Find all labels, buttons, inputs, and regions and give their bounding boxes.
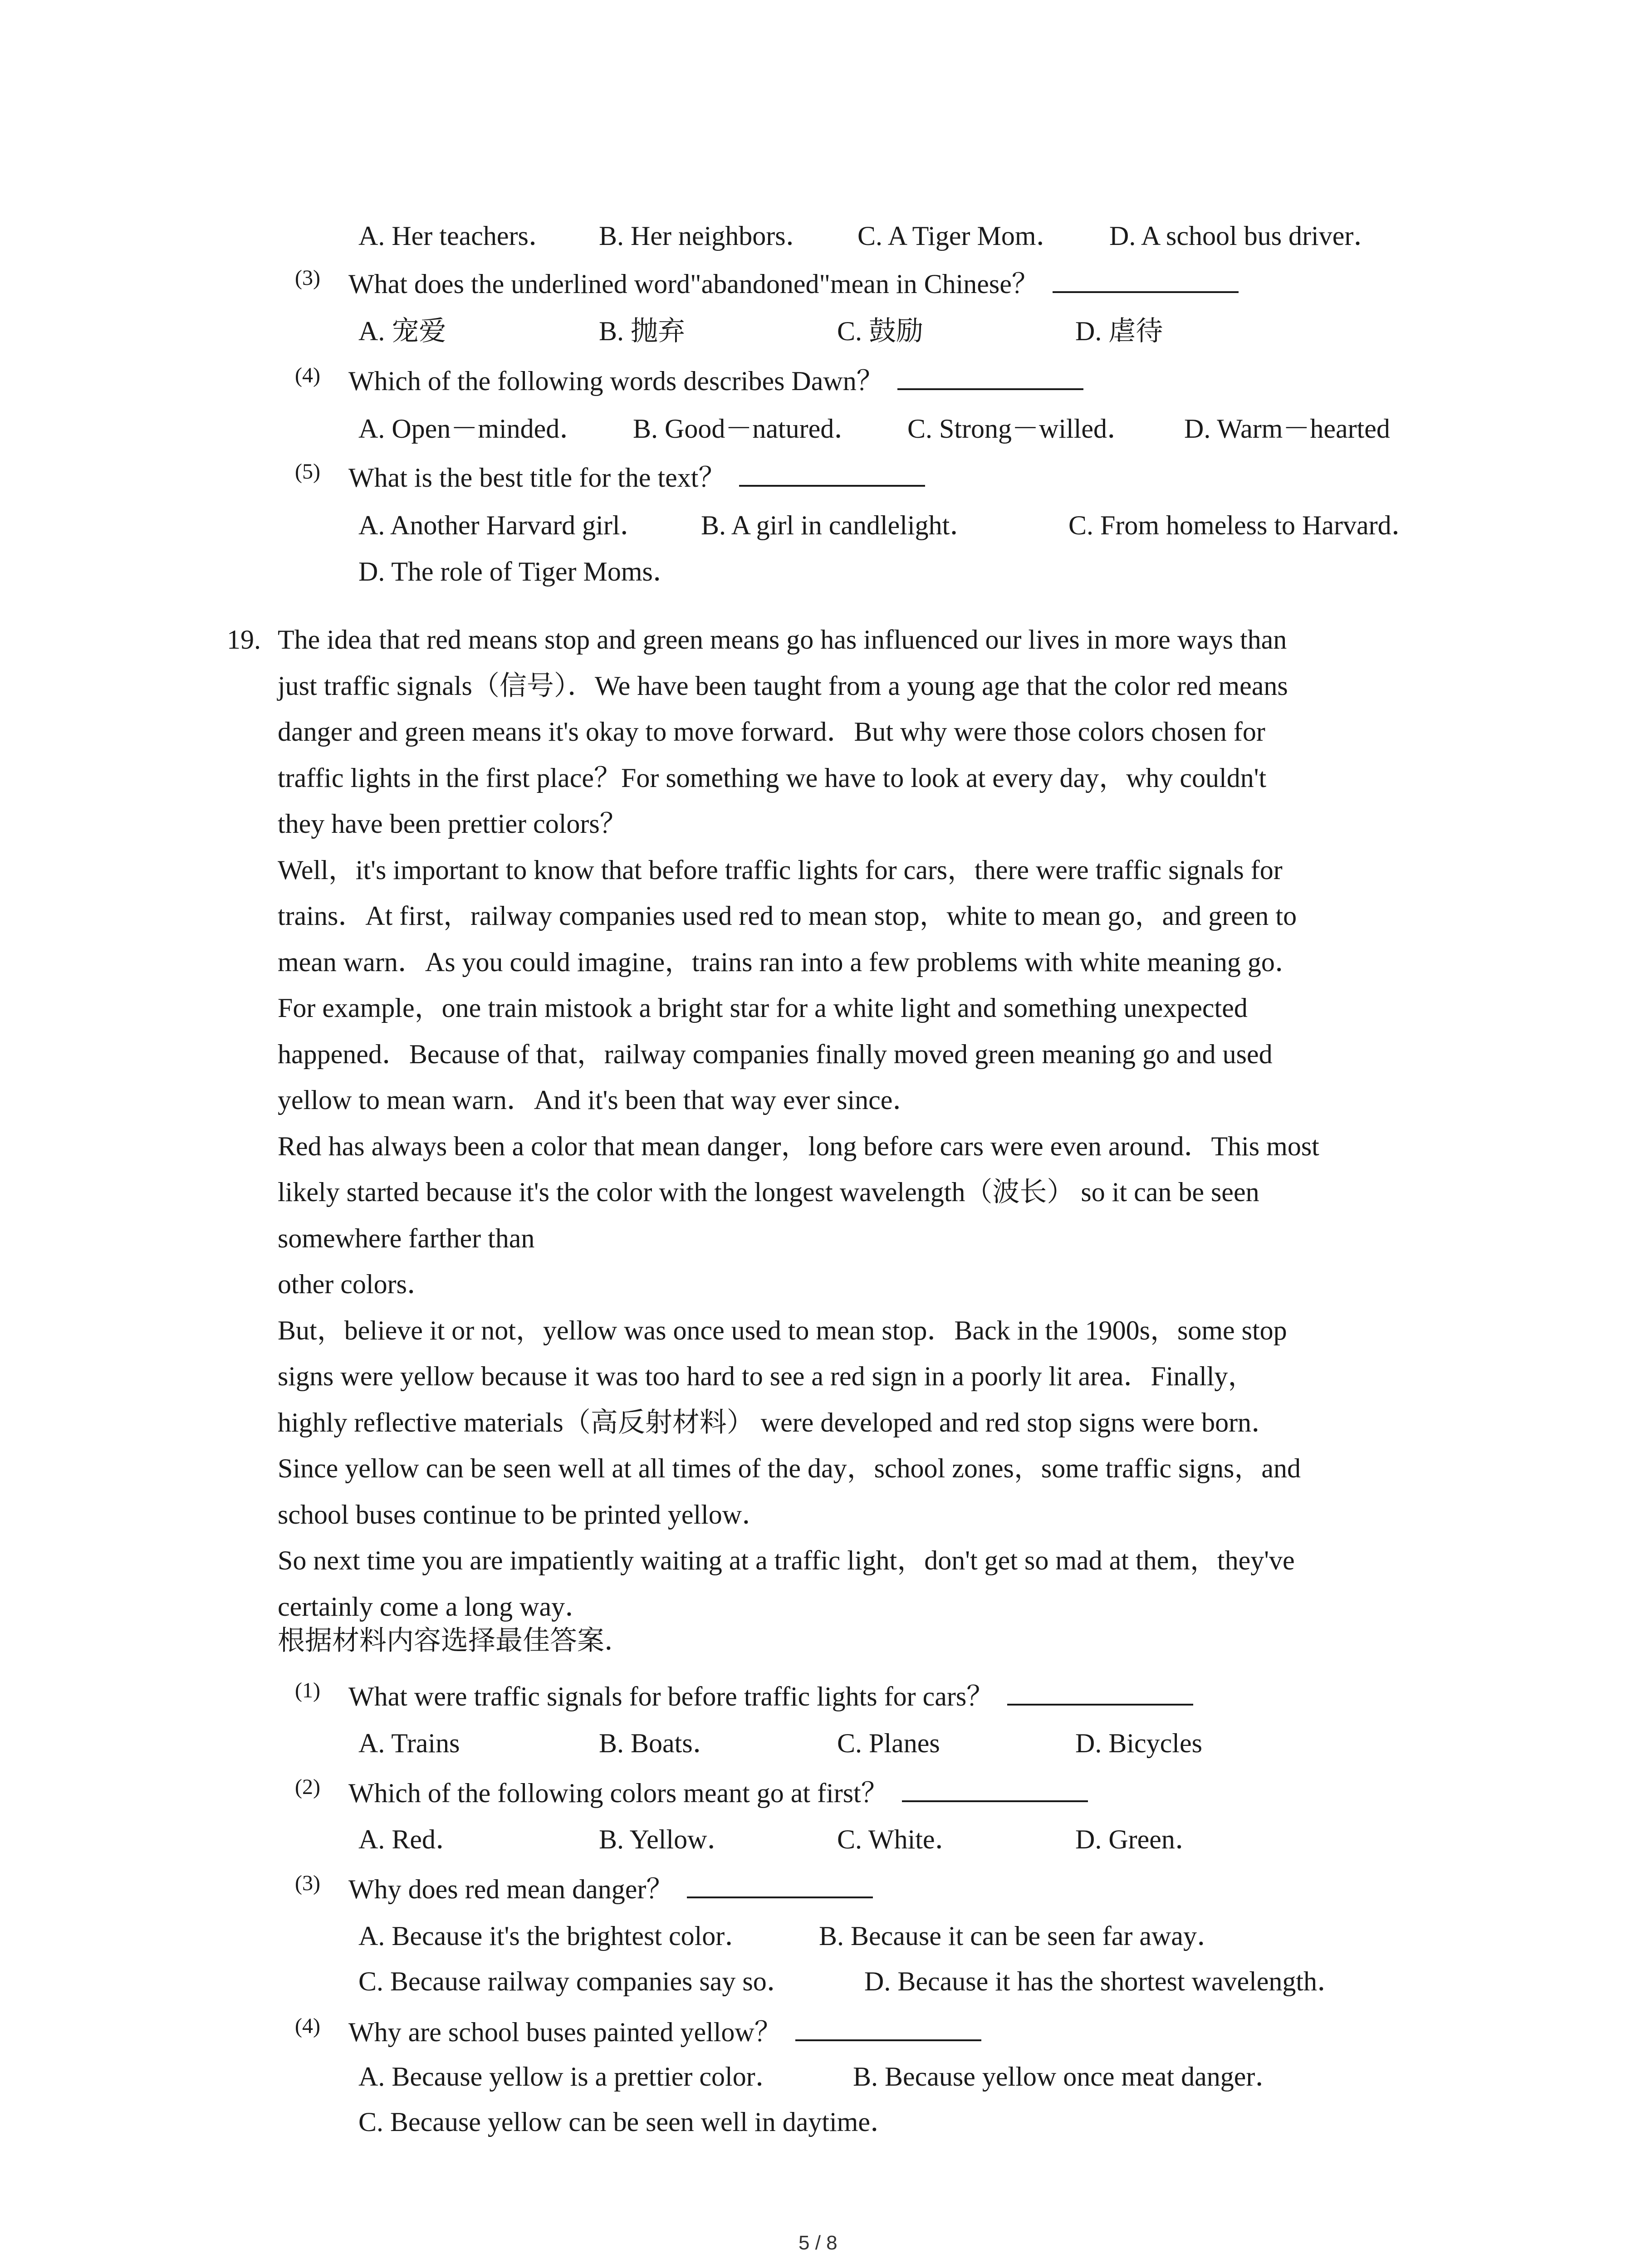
q19-passage-line: somewhere farther than bbox=[278, 1223, 535, 1253]
q18-2-option-c: C. A Tiger Mom． bbox=[857, 221, 1063, 251]
q19-passage-line: yellow to mean warn．And it's been that way ever since． bbox=[278, 1085, 920, 1115]
q18-4-number: (4) bbox=[295, 363, 320, 387]
q19-passage-line: signs were yellow because it was too hard to see a red sign in a poorly lit area．Finally， bbox=[278, 1361, 1255, 1391]
q19-passage-line: likely started because it's the color with the longest wavelength（波长） so it can be seen bbox=[278, 1177, 1259, 1207]
q19-passage-line: certainly come a long way． bbox=[278, 1592, 593, 1622]
q19-passage-line: they have been prettier colors？ bbox=[278, 809, 627, 839]
q18-5-text: What is the best title for the text？ bbox=[348, 463, 726, 493]
q19-3-option-b: B. Because it can be seen far away． bbox=[819, 1921, 1224, 1951]
q19-3-option-d: D. Because it has the shortest wavelength． bbox=[864, 1966, 1345, 1996]
q19-passage-line: Well，it's important to know that before traffic lights for cars，there were traffic signals for bbox=[278, 855, 1283, 885]
q18-3-number: (3) bbox=[295, 266, 320, 290]
q19-passage-line: just traffic signals（信号）．We have been taught from a young age that the color red means bbox=[278, 671, 1288, 701]
q19-3-answer-blank[interactable] bbox=[687, 1874, 873, 1898]
q18-3-answer-blank[interactable] bbox=[1053, 269, 1239, 293]
q18-4-option-c: C. Strong－willed． bbox=[907, 414, 1135, 444]
q18-2-option-d: D. A school bus driver． bbox=[1109, 221, 1381, 251]
q19-2-option-b: B. Yellow． bbox=[599, 1824, 735, 1854]
q18-3-text: What does the underlined word"abandoned"mean in Chinese？ bbox=[348, 269, 1039, 299]
q19-2-question bbox=[348, 1770, 1088, 1816]
q19-passage-line: highly reflective materials（高反射材料） were developed and red stop signs were born． bbox=[278, 1408, 1279, 1437]
q18-2-option-b: B. Her neighbors． bbox=[599, 221, 813, 251]
q19-1-option-d: D. Bicycles bbox=[1075, 1728, 1202, 1758]
q18-3-option-d: D. 虐待 bbox=[1075, 316, 1163, 346]
q19-instruction: 根据材料内容选择最佳答案． bbox=[278, 1626, 632, 1656]
q19-number: 19. bbox=[227, 625, 261, 655]
q18-3-option-b: B. 抛弃 bbox=[599, 316, 686, 346]
q19-passage-line: school buses continue to be printed yellow． bbox=[278, 1500, 769, 1530]
q19-1-number: (1) bbox=[295, 1678, 320, 1702]
q19-passage-line: mean warn．As you could imagine，trains ran into a few problems with white meaning go． bbox=[278, 947, 1302, 977]
q18-5-question bbox=[348, 455, 925, 500]
q18-5-option-c: C. From homeless to Harvard． bbox=[1068, 510, 1419, 540]
q18-4-answer-blank[interactable] bbox=[897, 366, 1083, 390]
q19-4-number: (4) bbox=[295, 2014, 320, 2038]
q19-4-answer-blank[interactable] bbox=[795, 2017, 981, 2041]
q19-2-answer-blank[interactable] bbox=[902, 1778, 1088, 1802]
q18-5-option-d: D. The role of Tiger Moms． bbox=[358, 557, 680, 587]
q19-1-option-c: C. Planes bbox=[837, 1728, 940, 1758]
q19-4-option-b: B. Because yellow once meat danger． bbox=[853, 2062, 1283, 2092]
page-number: 5 / 8 bbox=[798, 2232, 838, 2254]
q18-5-answer-blank[interactable] bbox=[739, 462, 925, 487]
q19-passage-line: For example，one train mistook a bright star for a white light and something unexpected bbox=[278, 993, 1248, 1023]
q18-4-option-b: B. Good－natured． bbox=[633, 414, 862, 444]
q19-1-option-a: A. Trains bbox=[358, 1728, 460, 1758]
q18-3-question bbox=[348, 261, 1239, 307]
q19-passage-line: danger and green means it's okay to move forward．But why were those colors chosen for bbox=[278, 717, 1265, 747]
q18-3-option-c: C. 鼓励 bbox=[837, 316, 924, 346]
q19-1-option-b: B. Boats． bbox=[599, 1728, 720, 1758]
q18-4-option-d: D. Warm－hearted bbox=[1184, 414, 1390, 444]
q19-4-question bbox=[348, 2009, 981, 2055]
q19-4-option-a: A. Because yellow is a prettier color． bbox=[358, 2062, 783, 2092]
q19-4-text: Why are school buses painted yellow？ bbox=[348, 2017, 782, 2047]
q19-3-question bbox=[348, 1867, 873, 1912]
q19-2-number: (2) bbox=[295, 1775, 320, 1799]
q18-4-text: Which of the following words describes Dawn？ bbox=[348, 366, 884, 396]
q18-2-option-a: A. Her teachers． bbox=[358, 221, 556, 251]
q19-4-option-c: C. Because yellow can be seen well in daytime． bbox=[358, 2107, 897, 2137]
q19-passage-line: other colors． bbox=[278, 1269, 434, 1299]
q19-3-text: Why does red mean danger？ bbox=[348, 1874, 674, 1904]
q18-4-option-a: A. Open－minded． bbox=[358, 414, 587, 444]
q19-passage-line: Red has always been a color that mean danger，long before cars were even around．This most bbox=[278, 1131, 1319, 1161]
q19-passage-line: traffic lights in the first place？For something we have to look at every day，why couldn't bbox=[278, 763, 1267, 793]
q19-2-option-d: D. Green． bbox=[1075, 1824, 1202, 1854]
q19-3-option-a: A. Because it's the brightest color． bbox=[358, 1921, 752, 1951]
q18-4-question bbox=[348, 358, 1083, 404]
q19-1-answer-blank[interactable] bbox=[1007, 1681, 1193, 1706]
q19-2-text: Which of the following colors meant go at first？ bbox=[348, 1778, 888, 1808]
q19-1-text: What were traffic signals for before traffic lights for cars？ bbox=[348, 1681, 994, 1711]
q18-3-option-a: A. 宠爱 bbox=[358, 316, 446, 346]
q19-3-number: (3) bbox=[295, 1871, 320, 1895]
q19-2-option-c: C. White． bbox=[837, 1824, 962, 1854]
q19-passage-line: But，believe it or not，yellow was once used to mean stop．Back in the 1900s，some stop bbox=[278, 1315, 1287, 1345]
q19-passage-line: trains．At first，railway companies used red to mean stop，white to mean go，and green to bbox=[278, 901, 1297, 931]
q19-passage-line: Since yellow can be seen well at all times of the day，school zones，some traffic signs，and bbox=[278, 1453, 1301, 1483]
q18-5-number: (5) bbox=[295, 459, 320, 484]
q19-passage-line: The idea that red means stop and green means go has influenced our lives in more ways than bbox=[278, 625, 1287, 655]
q18-5-option-a: A. Another Harvard girl． bbox=[358, 510, 647, 540]
q19-passage-line: So next time you are impatiently waiting at a traffic light，don't get so mad at them，they've bbox=[278, 1545, 1295, 1575]
q19-passage-line: happened．Because of that，railway companies finally moved green meaning go and used bbox=[278, 1039, 1273, 1069]
q19-3-option-c: C. Because railway companies say so． bbox=[358, 1966, 794, 1996]
q19-2-option-a: A. Red． bbox=[358, 1824, 463, 1854]
q19-1-question bbox=[348, 1674, 1193, 1719]
q18-5-option-b: B. A girl in candlelight． bbox=[701, 510, 977, 540]
